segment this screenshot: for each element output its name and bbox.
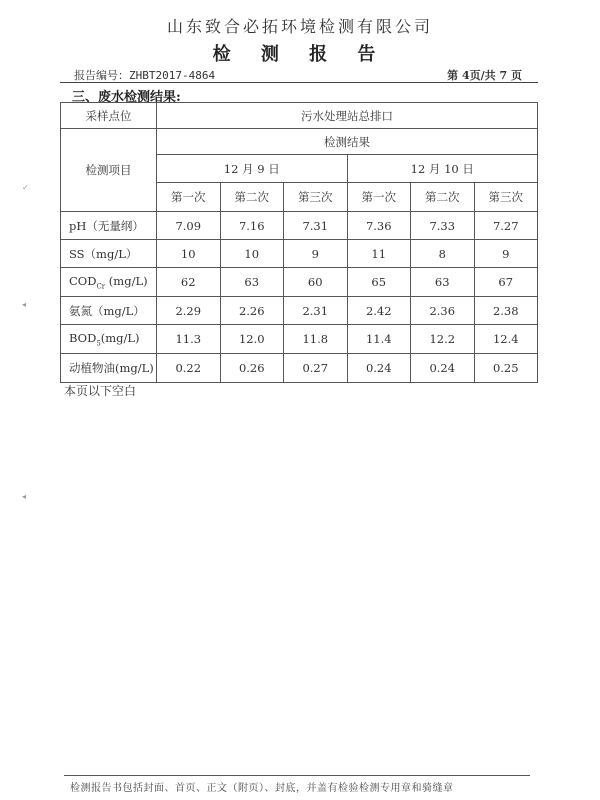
value-cell: 11.4	[347, 325, 411, 354]
table-row	[61, 268, 538, 297]
value-cell: 65	[347, 268, 411, 297]
value-cell: 0.24	[411, 354, 475, 383]
table-row	[61, 354, 538, 383]
document-title: 检 测 报 告	[212, 44, 388, 65]
value-cell: 7.16	[220, 212, 284, 240]
value-cell: 2.26	[220, 297, 284, 325]
value-cell: 0.25	[474, 354, 538, 383]
value-cell: 63	[220, 268, 284, 297]
table-row	[61, 240, 538, 268]
value-cell: 0.22	[157, 354, 221, 383]
value-cell: 9	[284, 240, 348, 268]
results-label: 检测结果	[157, 129, 538, 155]
time-cell: 第一次	[157, 183, 221, 212]
value-cell: 62	[157, 268, 221, 297]
item-name	[61, 268, 157, 297]
item-name	[61, 325, 157, 354]
item-name: SS（mg/L）	[61, 240, 157, 268]
time-cell: 第三次	[284, 183, 348, 212]
value-cell: 7.36	[347, 212, 411, 240]
time-cell: 第三次	[474, 183, 538, 212]
date-cell: 12 月 9 日	[157, 155, 348, 183]
value-cell: 0.27	[284, 354, 348, 383]
page-indicator: 第 4页/共 7 页	[447, 69, 522, 82]
item-name-main: COD	[69, 273, 97, 288]
item-name: 动植物油(mg/L)	[61, 354, 157, 383]
site-value: 污水处理站总排口	[157, 103, 538, 129]
report-number: 报告编号：ZHBT2017-4864	[74, 69, 216, 82]
value-cell: 11	[347, 240, 411, 268]
table-row	[61, 212, 538, 240]
site-row	[61, 103, 538, 129]
time-cell: 第二次	[411, 183, 475, 212]
footer-rule	[64, 775, 530, 776]
value-cell: 60	[284, 268, 348, 297]
results-header-row	[61, 129, 538, 155]
value-cell: 7.27	[474, 212, 538, 240]
site-label: 采样点位	[61, 103, 157, 129]
value-cell: 9	[474, 240, 538, 268]
footer-note: 检测报告书包括封面、首页、正文（附页）、封底，并盖有检验检测专用章和骑缝章	[70, 783, 454, 794]
item-name-subscript: 5	[96, 339, 101, 348]
value-cell: 12.0	[220, 325, 284, 354]
header-rule	[60, 82, 538, 83]
time-cell: 第二次	[220, 183, 284, 212]
value-cell: 7.09	[157, 212, 221, 240]
value-cell: 11.8	[284, 325, 348, 354]
results-table	[60, 102, 538, 383]
value-cell: 7.31	[284, 212, 348, 240]
time-cell: 第一次	[347, 183, 411, 212]
value-cell: 7.33	[411, 212, 475, 240]
item-name-unit: (mg/L)	[105, 273, 148, 288]
value-cell: 10	[157, 240, 221, 268]
value-cell: 0.26	[220, 354, 284, 383]
item-name-subscript: Cr	[96, 282, 106, 291]
section-title: 三、废水检测结果:	[72, 90, 181, 105]
value-cell: 2.31	[284, 297, 348, 325]
date-cell: 12 月 10 日	[347, 155, 538, 183]
value-cell: 0.24	[347, 354, 411, 383]
binding-mark: ◂	[22, 300, 27, 309]
item-label: 检测项目	[61, 129, 157, 212]
value-cell: 2.29	[157, 297, 221, 325]
value-cell: 63	[411, 268, 475, 297]
binding-mark: ✓	[22, 183, 29, 192]
binding-mark: ◂	[22, 492, 27, 501]
value-cell: 67	[474, 268, 538, 297]
company-name: 山东致合必拓环境检测有限公司	[166, 17, 433, 36]
value-cell: 12.2	[411, 325, 475, 354]
value-cell: 2.42	[347, 297, 411, 325]
item-name: pH（无量纲）	[61, 212, 157, 240]
item-name-main: BOD	[69, 330, 97, 345]
report-meta	[74, 67, 522, 83]
table-row	[61, 297, 538, 325]
value-cell: 2.38	[474, 297, 538, 325]
value-cell: 11.3	[157, 325, 221, 354]
table-row	[61, 325, 538, 354]
item-name-unit: (mg/L)	[100, 330, 140, 345]
value-cell: 12.4	[474, 325, 538, 354]
value-cell: 2.36	[411, 297, 475, 325]
blank-note: 本页以下空白	[64, 384, 137, 398]
value-cell: 10	[220, 240, 284, 268]
value-cell: 8	[411, 240, 475, 268]
item-name: 氨氮（mg/L）	[61, 297, 157, 325]
